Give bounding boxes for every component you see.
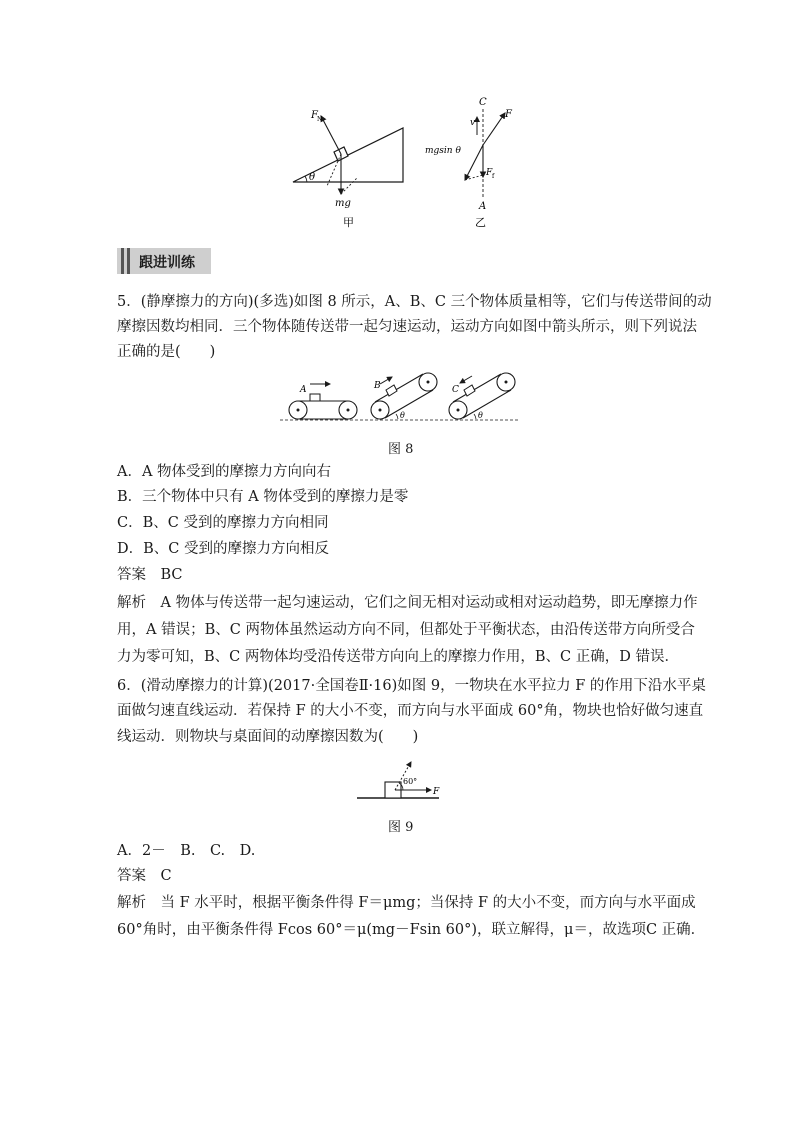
figure-9 — [355, 748, 455, 806]
fig8-caption: 图 8 — [388, 442, 414, 457]
fig9-label-f: F — [433, 787, 440, 797]
fig8-label-theta2: θ — [478, 411, 483, 420]
fig8-label-c: C — [452, 385, 459, 395]
q5-option-d: D．B、C 受到的摩擦力方向相反 — [117, 541, 329, 557]
section-bar-1 — [121, 248, 124, 274]
label-theta: θ — [309, 172, 316, 183]
q6-stem-line-3: 线运动．则物块与桌面间的动摩擦因数为( ) — [117, 729, 419, 745]
q5-option-c: C．B、C 受到的摩擦力方向相同 — [117, 515, 329, 531]
label-f-yi: F — [505, 109, 512, 120]
section-bar-2 — [127, 248, 130, 274]
fig8-label-theta1: θ — [400, 411, 405, 420]
figure-8 — [280, 370, 520, 425]
q5-stem-line-1: 5．(静摩擦力的方向)(多选)如图 8 所示，A、B、C 三个物体质量相等，它们与传送带间的动 — [117, 294, 712, 310]
q6-analysis-line-1: 解析 当 F 水平时，根据平衡条件得 F＝μmg；当保持 F 的大小不变，而方向与水平面成 — [117, 895, 696, 911]
fig9-caption: 图 9 — [388, 820, 414, 835]
label-a: A — [479, 201, 487, 212]
q5-stem-line-3: 正确的是( ) — [117, 344, 216, 360]
q5-analysis-line-3: 力为零可知，B、C 两物体均受沿传送带方向向上的摩擦力作用，B、C 正确，D 错误． — [117, 649, 679, 665]
label-mg: mg — [335, 198, 351, 209]
caption-yi: 乙 — [475, 216, 486, 229]
q6-stem-line-1: 6．(滑动摩擦力的计算)(2017·全国卷Ⅱ·16)如图 9，一物块在水平拉力 F 的作用下沿水平桌 — [117, 678, 706, 694]
fig8-label-b: B — [374, 381, 381, 391]
label-c: C — [479, 97, 487, 108]
q6-stem-line-2: 面做匀速直线运动．若保持 F 的大小不变，而方向与水平面成 60°角，物块也恰好做匀速直 — [117, 703, 704, 719]
q5-option-a: A．A 物体受到的摩擦力方向向右 — [117, 464, 332, 480]
section-title: 跟进训练 — [139, 255, 195, 271]
figure-yi — [425, 95, 535, 230]
section-header — [117, 248, 211, 274]
q5-stem-line-2: 摩擦因数均相同．三个物体随传送带一起匀速运动，运动方向如图中箭头所示，则下列说法 — [117, 319, 697, 335]
label-mgsin: mgsin θ — [425, 146, 461, 156]
fig8-label-a: A — [300, 385, 307, 395]
caption-jia: 甲 — [343, 216, 354, 229]
label-ff: F — [486, 168, 493, 178]
label-ff-sub: f — [492, 173, 495, 180]
figure-jia — [285, 100, 415, 230]
q5-analysis-line-1: 解析 A 物体与传送带一起匀速运动，它们之间无相对运动或相对运动趋势，即无摩擦力作 — [117, 595, 698, 611]
q6-analysis-line-2: 60°角时，由平衡条件得 Fcos 60°＝μ(mg－Fsin 60°)，联立解得，μ＝，故选项C 正确． — [117, 922, 706, 938]
label-v: v — [470, 118, 476, 128]
q6-answer: 答案 C — [117, 868, 172, 884]
q5-analysis-line-2: 用，A 错误；B、C 两物体虽然运动方向不同，但都处于平衡状态，由沿传送带方向所受合 — [117, 622, 695, 638]
label-fn-sub: N — [317, 116, 323, 123]
q6-options: A．2－ B. C. D. — [117, 843, 256, 859]
q5-option-b: B．三个物体中只有 A 物体受到的摩擦力是零 — [117, 489, 409, 505]
fig9-label-angle: 60° — [403, 777, 418, 786]
q5-answer: 答案 BC — [117, 567, 183, 583]
label-fn: F — [311, 110, 318, 121]
